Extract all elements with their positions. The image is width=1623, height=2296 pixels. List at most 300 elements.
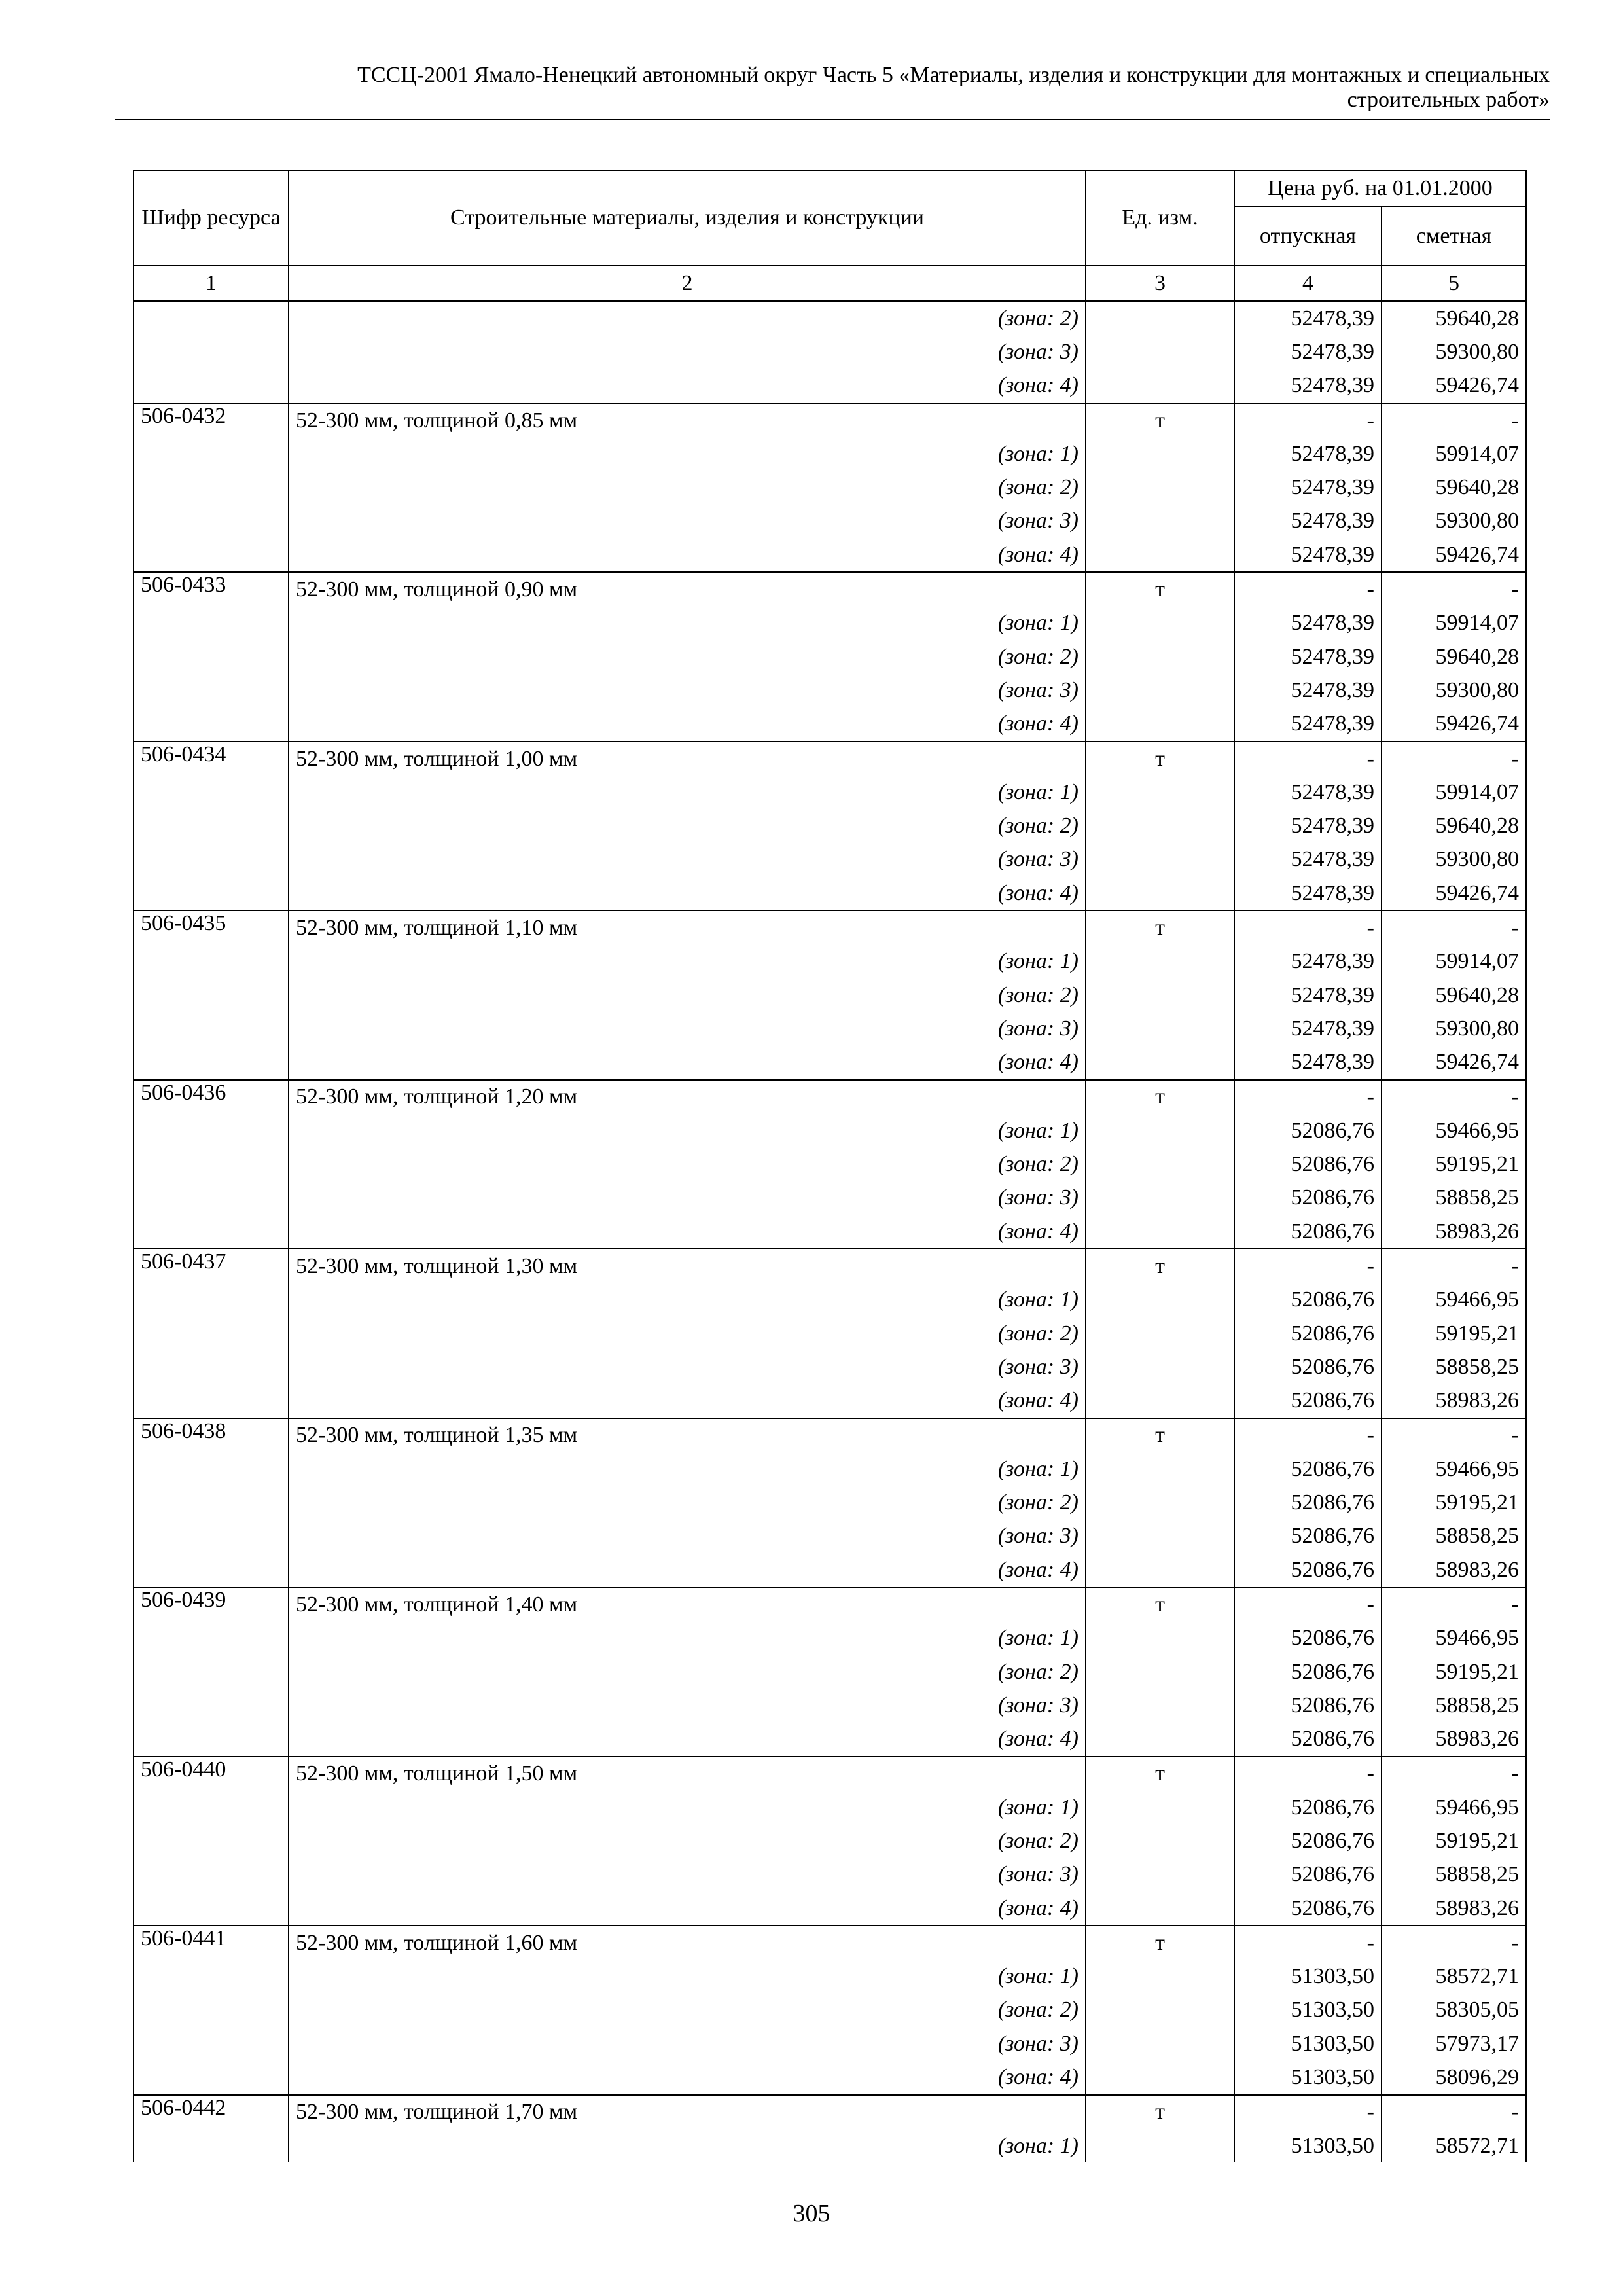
- zone-label: (зона: 1): [289, 1452, 1086, 1486]
- header-code: Шифр ресурса: [134, 170, 289, 266]
- release-price: 52478,39: [1234, 876, 1382, 910]
- unit-cell: [1086, 2027, 1234, 2060]
- estimate-price: 58305,05: [1382, 1994, 1526, 2027]
- estimate-price: 59300,80: [1382, 335, 1526, 368]
- material-name: 52-300 мм, толщиной 1,20 мм: [289, 1080, 1086, 1114]
- zone-label: (зона: 4): [289, 538, 1086, 572]
- resource-code: [134, 1689, 289, 1722]
- material-name: 52-300 мм, толщиной 1,35 мм: [289, 1418, 1086, 1452]
- unit-cell: [1086, 301, 1234, 335]
- running-header: [115, 63, 1550, 113]
- unit-cell: т: [1086, 572, 1234, 606]
- unit-cell: [1086, 2060, 1234, 2094]
- table-row: [134, 1350, 1526, 1384]
- resource-code: [134, 505, 289, 538]
- zone-label: (зона: 2): [289, 471, 1086, 504]
- table-row: [134, 607, 1526, 640]
- page-number: 305: [793, 2200, 830, 2227]
- table-row: [134, 1147, 1526, 1181]
- resource-code: 506-0433: [134, 572, 289, 606]
- zone-label: (зона: 3): [289, 1858, 1086, 1892]
- zone-label: (зона: 2): [289, 301, 1086, 335]
- zone-label: (зона: 4): [289, 1722, 1086, 1756]
- resource-code: [134, 369, 289, 403]
- unit-cell: [1086, 1181, 1234, 1215]
- estimate-price: 59426,74: [1382, 876, 1526, 910]
- table-row: [134, 1114, 1526, 1147]
- release-price: -: [1234, 1757, 1382, 1791]
- table-row: [134, 505, 1526, 538]
- table-row: [134, 1655, 1526, 1689]
- estimate-price: 59195,21: [1382, 1486, 1526, 1519]
- material-name: 52-300 мм, толщиной 1,30 мм: [289, 1249, 1086, 1283]
- estimate-price: -: [1382, 742, 1526, 776]
- resource-code: [134, 538, 289, 572]
- table-row: [134, 1994, 1526, 2027]
- resource-code: [134, 1452, 289, 1486]
- unit-cell: [1086, 2129, 1234, 2162]
- estimate-price: 59466,95: [1382, 1452, 1526, 1486]
- column-number: 4: [1234, 266, 1382, 301]
- table-row: [134, 1622, 1526, 1655]
- estimate-price: 58572,71: [1382, 1960, 1526, 1994]
- resource-code: [134, 809, 289, 842]
- unit-cell: [1086, 1114, 1234, 1147]
- unit-cell: [1086, 673, 1234, 707]
- resource-code: [134, 1317, 289, 1350]
- release-price: 52086,76: [1234, 1114, 1382, 1147]
- estimate-price: 59195,21: [1382, 1655, 1526, 1689]
- resource-code: [134, 1181, 289, 1215]
- unit-cell: [1086, 335, 1234, 368]
- table-row: [134, 1824, 1526, 1857]
- release-price: 51303,50: [1234, 2060, 1382, 2094]
- table-row: [134, 1892, 1526, 1926]
- column-number: 2: [289, 266, 1086, 301]
- release-price: 52086,76: [1234, 1791, 1382, 1824]
- release-price: 51303,50: [1234, 2027, 1382, 2060]
- unit-cell: [1086, 505, 1234, 538]
- zone-label: (зона: 4): [289, 1553, 1086, 1587]
- zone-label: (зона: 3): [289, 505, 1086, 538]
- estimate-price: -: [1382, 1926, 1526, 1960]
- release-price: 52478,39: [1234, 843, 1382, 876]
- zone-label: (зона: 4): [289, 1215, 1086, 1249]
- estimate-price: 58983,26: [1382, 1384, 1526, 1418]
- release-price: 51303,50: [1234, 2129, 1382, 2162]
- estimate-price: 58572,71: [1382, 2129, 1526, 2162]
- resource-code: [134, 1892, 289, 1926]
- resource-code: [134, 945, 289, 978]
- resource-code: [134, 640, 289, 673]
- unit-cell: [1086, 1858, 1234, 1892]
- resource-code: 506-0438: [134, 1418, 289, 1452]
- table-row: [134, 2060, 1526, 2094]
- material-name: 52-300 мм, толщиной 1,60 мм: [289, 1926, 1086, 1960]
- unit-cell: [1086, 1994, 1234, 2027]
- release-price: -: [1234, 910, 1382, 944]
- unit-cell: [1086, 1892, 1234, 1926]
- estimate-price: 59640,28: [1382, 978, 1526, 1012]
- release-price: 52478,39: [1234, 776, 1382, 809]
- unit-cell: [1086, 945, 1234, 978]
- estimate-price: 59466,95: [1382, 1283, 1526, 1317]
- release-price: 52086,76: [1234, 1892, 1382, 1926]
- unit-cell: [1086, 1553, 1234, 1587]
- table-row: [134, 1960, 1526, 1994]
- release-price: 52478,39: [1234, 1012, 1382, 1045]
- resource-code: [134, 1350, 289, 1384]
- resource-code: [134, 607, 289, 640]
- unit-cell: [1086, 978, 1234, 1012]
- resource-code: [134, 2060, 289, 2094]
- release-price: 51303,50: [1234, 1994, 1382, 2027]
- resource-code: 506-0437: [134, 1249, 289, 1283]
- release-price: 52478,39: [1234, 369, 1382, 403]
- zone-label: (зона: 1): [289, 1960, 1086, 1994]
- material-name: 52-300 мм, толщиной 1,40 мм: [289, 1587, 1086, 1621]
- zone-label: (зона: 4): [289, 369, 1086, 403]
- release-price: 52086,76: [1234, 1283, 1382, 1317]
- zone-label: (зона: 2): [289, 1486, 1086, 1519]
- release-price: -: [1234, 1249, 1382, 1283]
- table-row: [134, 1486, 1526, 1519]
- zone-label: (зона: 3): [289, 1012, 1086, 1045]
- zone-label: (зона: 2): [289, 1317, 1086, 1350]
- zone-label: (зона: 2): [289, 640, 1086, 673]
- table-row: [134, 910, 1526, 944]
- resource-code: 506-0434: [134, 742, 289, 776]
- estimate-price: 59914,07: [1382, 776, 1526, 809]
- estimate-price: 59300,80: [1382, 505, 1526, 538]
- table-row: [134, 776, 1526, 809]
- unit-cell: [1086, 1722, 1234, 1756]
- release-price: 52478,39: [1234, 945, 1382, 978]
- unit-cell: [1086, 1452, 1234, 1486]
- unit-cell: [1086, 1384, 1234, 1418]
- unit-cell: т: [1086, 742, 1234, 776]
- estimate-price: 59426,74: [1382, 1046, 1526, 1080]
- estimate-price: 58858,25: [1382, 1520, 1526, 1553]
- resource-code: [134, 673, 289, 707]
- estimate-price: 58858,25: [1382, 1181, 1526, 1215]
- unit-cell: [1086, 640, 1234, 673]
- unit-cell: [1086, 1824, 1234, 1857]
- table-row: [134, 1046, 1526, 1080]
- estimate-price: 59640,28: [1382, 640, 1526, 673]
- release-price: 52478,39: [1234, 301, 1382, 335]
- estimate-price: 59914,07: [1382, 607, 1526, 640]
- unit-cell: [1086, 1655, 1234, 1689]
- unit-cell: т: [1086, 2095, 1234, 2129]
- unit-cell: [1086, 1791, 1234, 1824]
- estimate-price: 59466,95: [1382, 1791, 1526, 1824]
- release-price: 52086,76: [1234, 1486, 1382, 1519]
- estimate-price: -: [1382, 1587, 1526, 1621]
- estimate-price: 58983,26: [1382, 1553, 1526, 1587]
- zone-label: (зона: 4): [289, 876, 1086, 910]
- release-price: 52086,76: [1234, 1655, 1382, 1689]
- estimate-price: 58858,25: [1382, 1689, 1526, 1722]
- unit-cell: т: [1086, 1249, 1234, 1283]
- unit-cell: [1086, 876, 1234, 910]
- resource-code: 506-0436: [134, 1080, 289, 1114]
- column-number: 3: [1086, 266, 1234, 301]
- estimate-price: 58858,25: [1382, 1858, 1526, 1892]
- unit-cell: [1086, 607, 1234, 640]
- estimate-price: 59914,07: [1382, 437, 1526, 471]
- material-name: 52-300 мм, толщиной 0,85 мм: [289, 403, 1086, 437]
- unit-cell: [1086, 1012, 1234, 1045]
- table-row: [134, 1791, 1526, 1824]
- table-row: [134, 1249, 1526, 1283]
- table-row: [134, 876, 1526, 910]
- table-row: [134, 1384, 1526, 1418]
- table-row: [134, 1757, 1526, 1791]
- zone-label: (зона: 2): [289, 1147, 1086, 1181]
- release-price: 52086,76: [1234, 1858, 1382, 1892]
- resource-code: [134, 708, 289, 742]
- unit-cell: [1086, 1317, 1234, 1350]
- release-price: 52478,39: [1234, 673, 1382, 707]
- zone-label: (зона: 3): [289, 1689, 1086, 1722]
- estimate-price: 59195,21: [1382, 1824, 1526, 1857]
- estimate-price: 57973,17: [1382, 2027, 1526, 2060]
- zone-label: (зона: 2): [289, 809, 1086, 842]
- resource-code: [134, 1960, 289, 1994]
- unit-cell: [1086, 538, 1234, 572]
- table-row: [134, 640, 1526, 673]
- release-price: 52086,76: [1234, 1350, 1382, 1384]
- zone-label: (зона: 2): [289, 978, 1086, 1012]
- release-price: 52478,39: [1234, 471, 1382, 504]
- estimate-price: -: [1382, 572, 1526, 606]
- zone-label: (зона: 1): [289, 2129, 1086, 2162]
- table-row: [134, 708, 1526, 742]
- estimate-price: -: [1382, 1418, 1526, 1452]
- unit-cell: [1086, 369, 1234, 403]
- table-row: [134, 978, 1526, 1012]
- estimate-price: 59640,28: [1382, 809, 1526, 842]
- release-price: 52086,76: [1234, 1722, 1382, 1756]
- release-price: -: [1234, 1926, 1382, 1960]
- estimate-price: 59195,21: [1382, 1317, 1526, 1350]
- material-name: 52-300 мм, толщиной 1,70 мм: [289, 2095, 1086, 2129]
- zone-label: (зона: 1): [289, 1283, 1086, 1317]
- estimate-price: 59914,07: [1382, 945, 1526, 978]
- unit-cell: т: [1086, 1926, 1234, 1960]
- header-name: Строительные материалы, изделия и конструкции: [289, 170, 1086, 266]
- header-release-price: отпускная: [1234, 207, 1382, 266]
- unit-cell: [1086, 1520, 1234, 1553]
- table-row: [134, 471, 1526, 504]
- table-row: [134, 1520, 1526, 1553]
- material-name: 52-300 мм, толщиной 1,10 мм: [289, 910, 1086, 944]
- estimate-price: 58983,26: [1382, 1722, 1526, 1756]
- table-row: [134, 2129, 1526, 2162]
- release-price: -: [1234, 1587, 1382, 1621]
- unit-cell: [1086, 1350, 1234, 1384]
- table-row: [134, 673, 1526, 707]
- release-price: 52478,39: [1234, 335, 1382, 368]
- unit-cell: [1086, 1960, 1234, 1994]
- table-row: [134, 1722, 1526, 1756]
- resource-code: [134, 437, 289, 471]
- table-row: [134, 2027, 1526, 2060]
- release-price: 52086,76: [1234, 1215, 1382, 1249]
- table-row: [134, 945, 1526, 978]
- column-number: 5: [1382, 266, 1526, 301]
- estimate-price: 59466,95: [1382, 1114, 1526, 1147]
- release-price: -: [1234, 403, 1382, 437]
- resource-code: 506-0439: [134, 1587, 289, 1621]
- release-price: 52478,39: [1234, 978, 1382, 1012]
- release-price: 51303,50: [1234, 1960, 1382, 1994]
- estimate-price: -: [1382, 1757, 1526, 1791]
- material-name: 52-300 мм, толщиной 1,50 мм: [289, 1757, 1086, 1791]
- release-price: 52478,39: [1234, 809, 1382, 842]
- unit-cell: т: [1086, 910, 1234, 944]
- table-row: [134, 335, 1526, 368]
- zone-label: (зона: 1): [289, 607, 1086, 640]
- release-price: 52086,76: [1234, 1622, 1382, 1655]
- release-price: 52086,76: [1234, 1147, 1382, 1181]
- zone-label: (зона: 2): [289, 1824, 1086, 1857]
- estimate-price: 59300,80: [1382, 1012, 1526, 1045]
- resource-code: [134, 1283, 289, 1317]
- release-price: 52086,76: [1234, 1824, 1382, 1857]
- table-body: [134, 301, 1526, 2162]
- price-table: [133, 170, 1527, 2162]
- table-row: [134, 1317, 1526, 1350]
- column-number: 1: [134, 266, 289, 301]
- resource-code: [134, 1994, 289, 2027]
- unit-cell: [1086, 437, 1234, 471]
- unit-cell: т: [1086, 1080, 1234, 1114]
- estimate-price: -: [1382, 1249, 1526, 1283]
- unit-cell: т: [1086, 1757, 1234, 1791]
- zone-label: (зона: 1): [289, 1791, 1086, 1824]
- resource-code: [134, 1046, 289, 1080]
- unit-cell: [1086, 471, 1234, 504]
- zone-label: (зона: 4): [289, 708, 1086, 742]
- header-rule: [115, 119, 1550, 120]
- table-row: [134, 1215, 1526, 1249]
- table-row: [134, 1080, 1526, 1114]
- release-price: -: [1234, 742, 1382, 776]
- zone-label: (зона: 1): [289, 1114, 1086, 1147]
- zone-label: (зона: 4): [289, 2060, 1086, 2094]
- zone-label: (зона: 3): [289, 1520, 1086, 1553]
- zone-label: (зона: 3): [289, 843, 1086, 876]
- zone-label: (зона: 3): [289, 1350, 1086, 1384]
- resource-code: [134, 471, 289, 504]
- estimate-price: 59300,80: [1382, 673, 1526, 707]
- table-row: [134, 403, 1526, 437]
- release-price: 52478,39: [1234, 437, 1382, 471]
- estimate-price: 59195,21: [1382, 1147, 1526, 1181]
- column-number-row: [134, 266, 1526, 301]
- unit-cell: [1086, 1215, 1234, 1249]
- unit-cell: т: [1086, 403, 1234, 437]
- table-row: [134, 1587, 1526, 1621]
- table-row: [134, 572, 1526, 606]
- running-header-line1: ТССЦ-2001 Ямало-Ненецкий автономный округ Часть 5 «Материалы, изделия и конструкции для монтажных и специальных: [357, 63, 1550, 87]
- table-row: [134, 1283, 1526, 1317]
- resource-code: [134, 1147, 289, 1181]
- release-price: 52086,76: [1234, 1384, 1382, 1418]
- table-row: [134, 1181, 1526, 1215]
- release-price: 52086,76: [1234, 1553, 1382, 1587]
- resource-code: 506-0442: [134, 2095, 289, 2129]
- table-header-row: [134, 170, 1526, 207]
- table-row: [134, 437, 1526, 471]
- resource-code: [134, 1012, 289, 1045]
- release-price: 52086,76: [1234, 1181, 1382, 1215]
- resource-code: [134, 1520, 289, 1553]
- table-row: [134, 742, 1526, 776]
- header-estimate-price: сметная: [1382, 207, 1526, 266]
- release-price: 52086,76: [1234, 1689, 1382, 1722]
- estimate-price: -: [1382, 910, 1526, 944]
- unit-cell: [1086, 809, 1234, 842]
- zone-label: (зона: 2): [289, 1655, 1086, 1689]
- unit-cell: [1086, 1046, 1234, 1080]
- header-price: Цена руб. на 01.01.2000: [1234, 170, 1526, 207]
- estimate-price: 59300,80: [1382, 843, 1526, 876]
- resource-code: [134, 1722, 289, 1756]
- release-price: 52478,39: [1234, 708, 1382, 742]
- release-price: 52478,39: [1234, 1046, 1382, 1080]
- resource-code: [134, 1791, 289, 1824]
- table-row: [134, 1858, 1526, 1892]
- unit-cell: [1086, 843, 1234, 876]
- resource-code: 506-0441: [134, 1926, 289, 1960]
- table-row: [134, 1418, 1526, 1452]
- table-row: [134, 1012, 1526, 1045]
- unit-cell: [1086, 1689, 1234, 1722]
- unit-cell: т: [1086, 1418, 1234, 1452]
- zone-label: (зона: 3): [289, 335, 1086, 368]
- zone-label: (зона: 4): [289, 1046, 1086, 1080]
- zone-label: (зона: 1): [289, 437, 1086, 471]
- estimate-price: 59426,74: [1382, 538, 1526, 572]
- unit-cell: [1086, 1622, 1234, 1655]
- table-row: [134, 809, 1526, 842]
- estimate-price: 59640,28: [1382, 471, 1526, 504]
- estimate-price: -: [1382, 1080, 1526, 1114]
- table-row: [134, 1553, 1526, 1587]
- resource-code: [134, 876, 289, 910]
- zone-label: (зона: 1): [289, 776, 1086, 809]
- release-price: 52478,39: [1234, 505, 1382, 538]
- running-header-line2: строительных работ»: [1347, 88, 1550, 112]
- zone-label: (зона: 4): [289, 1384, 1086, 1418]
- release-price: -: [1234, 572, 1382, 606]
- resource-code: 506-0432: [134, 403, 289, 437]
- resource-code: [134, 1622, 289, 1655]
- release-price: 52086,76: [1234, 1452, 1382, 1486]
- estimate-price: 59466,95: [1382, 1622, 1526, 1655]
- table-row: [134, 2095, 1526, 2129]
- table-row: [134, 369, 1526, 403]
- estimate-price: 59426,74: [1382, 369, 1526, 403]
- resource-code: [134, 1553, 289, 1587]
- release-price: -: [1234, 2095, 1382, 2129]
- resource-code: [134, 1858, 289, 1892]
- resource-code: [134, 1114, 289, 1147]
- release-price: 52478,39: [1234, 640, 1382, 673]
